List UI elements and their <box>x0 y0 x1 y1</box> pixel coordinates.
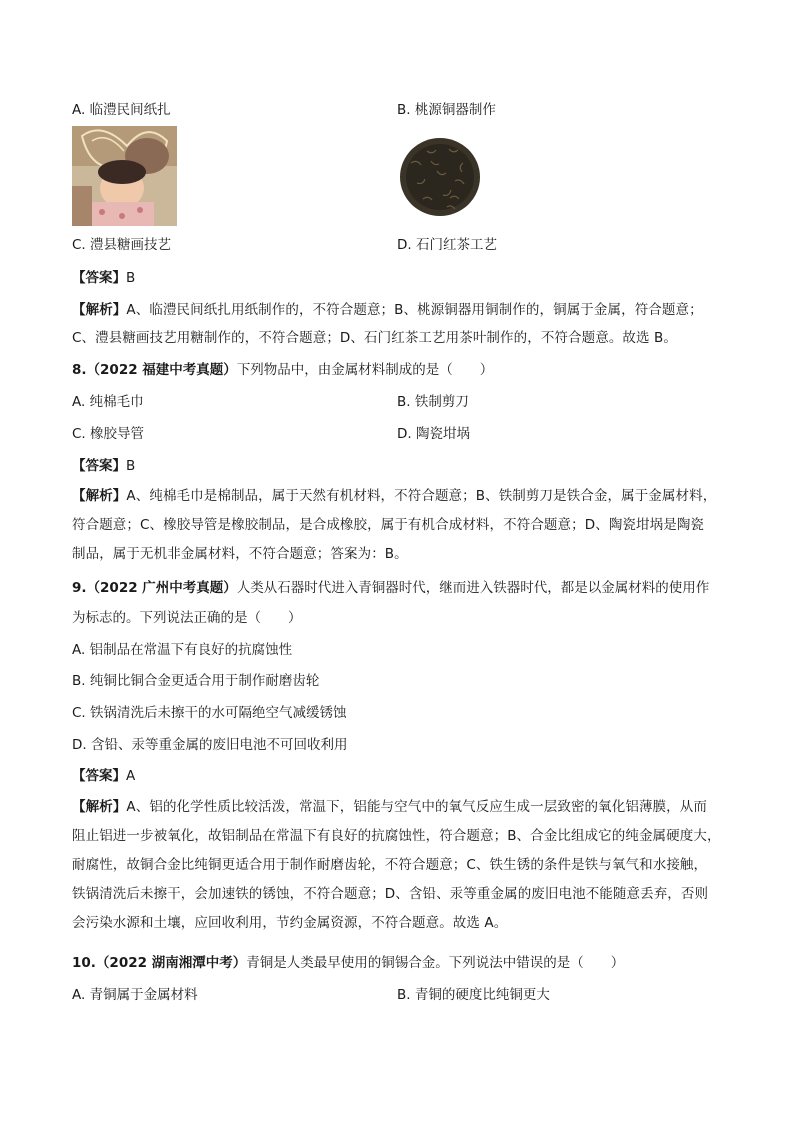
q9-analysis-line-4: 铁锅清洗后未擦干，会加速铁的锈蚀，不符合题意；D、含铅、汞等重金属的废旧电池不能随意丢弃，否则 <box>72 886 709 902</box>
paper-craft-photo <box>72 126 177 226</box>
q8-option-b: B. 铁制剪刀 <box>397 394 469 410</box>
answer-tag: 【答案】 <box>72 270 126 286</box>
q8-analysis-line-1: 【解析】A、纯棉毛巾是棉制品，属于天然有机材料，不符合题意；B、铁制剪刀是铁合金，属于金属材料， <box>72 488 717 504</box>
q9-analysis-line-1: 【解析】A、铝的化学性质比较活泼，常温下，铝能与空气中的氧气反应生成一层致密的氧化铝薄膜，从而 <box>72 799 707 815</box>
q8-source: （2022 福建中考真题） <box>86 362 237 378</box>
q9-stem-line-1: 9.（2022 广州中考真题）人类从石器时代进入青铜器时代，继而进入铁器时代，都是以金属材料的使用作 <box>72 580 710 596</box>
q8-analysis-line-3: 制品，属于无机非金属材料，不符合题意；答案为：B。 <box>72 546 408 562</box>
analysis-tag: 【解析】 <box>72 302 127 318</box>
q7-analysis-line-1: 【解析】A、临澧民间纸扎用纸制作的，不符合题意；B、桃源铜器用铜制作的，铜属于金属，符合题意； <box>72 302 703 318</box>
q7-option-c: C. 澧县糖画技艺 <box>72 237 172 253</box>
q8-stem: 8.（2022 福建中考真题）下列物品中，由金属材料制成的是（ ） <box>72 362 494 378</box>
q9-answer: 【答案】A <box>72 768 136 784</box>
q9-analysis-line-2: 阻止铝进一步被氧化，故铝制品在常温下有良好的抗腐蚀性，符合题意；B、合金比组成它的纯金属硬度大， <box>72 828 721 844</box>
q9-analysis-line-3: 耐腐性，故铜合金比纯铜更适合用于制作耐磨齿轮，不符合题意；C、铁生锈的条件是铁与氧气和水接触， <box>72 857 708 873</box>
q9-source: （2022 广州中考真题） <box>86 580 237 596</box>
q9-option-a: A. 铝制品在常温下有良好的抗腐蚀性 <box>72 642 293 658</box>
q9-option-d: D. 含铅、汞等重金属的废旧电池不可回收利用 <box>72 737 348 753</box>
q8-option-a: A. 纯棉毛巾 <box>72 394 144 410</box>
q7-answer <box>72 268 135 288</box>
q7-analysis-line-2: C、澧县糖画技艺用糖制作的，不符合题意；D、石门红茶工艺用茶叶制作的，不符合题意。故选 B。 <box>72 330 677 346</box>
q9-stem-line-2: 为标志的。下列说法正确的是（ ） <box>72 610 302 626</box>
q10-source: （2022 湖南湘潭中考） <box>95 955 247 971</box>
q7-option-b: B. 桃源铜器制作 <box>397 102 496 118</box>
q10-option-a: A. 青铜属于金属材料 <box>72 987 198 1003</box>
answer-value: B <box>126 270 136 286</box>
q7-option-a: A. 临澧民间纸扎 <box>72 102 171 118</box>
q9-option-b: B. 纯铜比铜合金更适合用于制作耐磨齿轮 <box>72 673 320 689</box>
q9-analysis-line-5: 会污染水源和土壤，应回收利用，节约金属资源，不符合题意。故选 A。 <box>72 915 508 931</box>
q7-option-d: D. 石门红茶工艺 <box>397 237 497 253</box>
q8-answer: 【答案】B <box>72 458 136 474</box>
q9-option-c: C. 铁锅清洗后未擦干的水可隔绝空气减缓锈蚀 <box>72 705 347 721</box>
q8-analysis-line-2: 符合题意；C、橡胶导管是橡胶制品，是合成橡胶，属于有机合成材料，不符合题意；D、陶瓷坩埚是陶瓷 <box>72 517 705 533</box>
q8-option-c: C. 橡胶导管 <box>72 426 145 442</box>
black-tea-photo <box>397 133 483 219</box>
q10-option-b: B. 青铜的硬度比纯铜更大 <box>397 987 550 1003</box>
q10-stem: 10.（2022 湖南湘潭中考）青铜是人类最早使用的铜锡合金。下列说法中错误的是（ ） <box>72 955 625 971</box>
q8-option-d: D. 陶瓷坩埚 <box>397 426 470 442</box>
